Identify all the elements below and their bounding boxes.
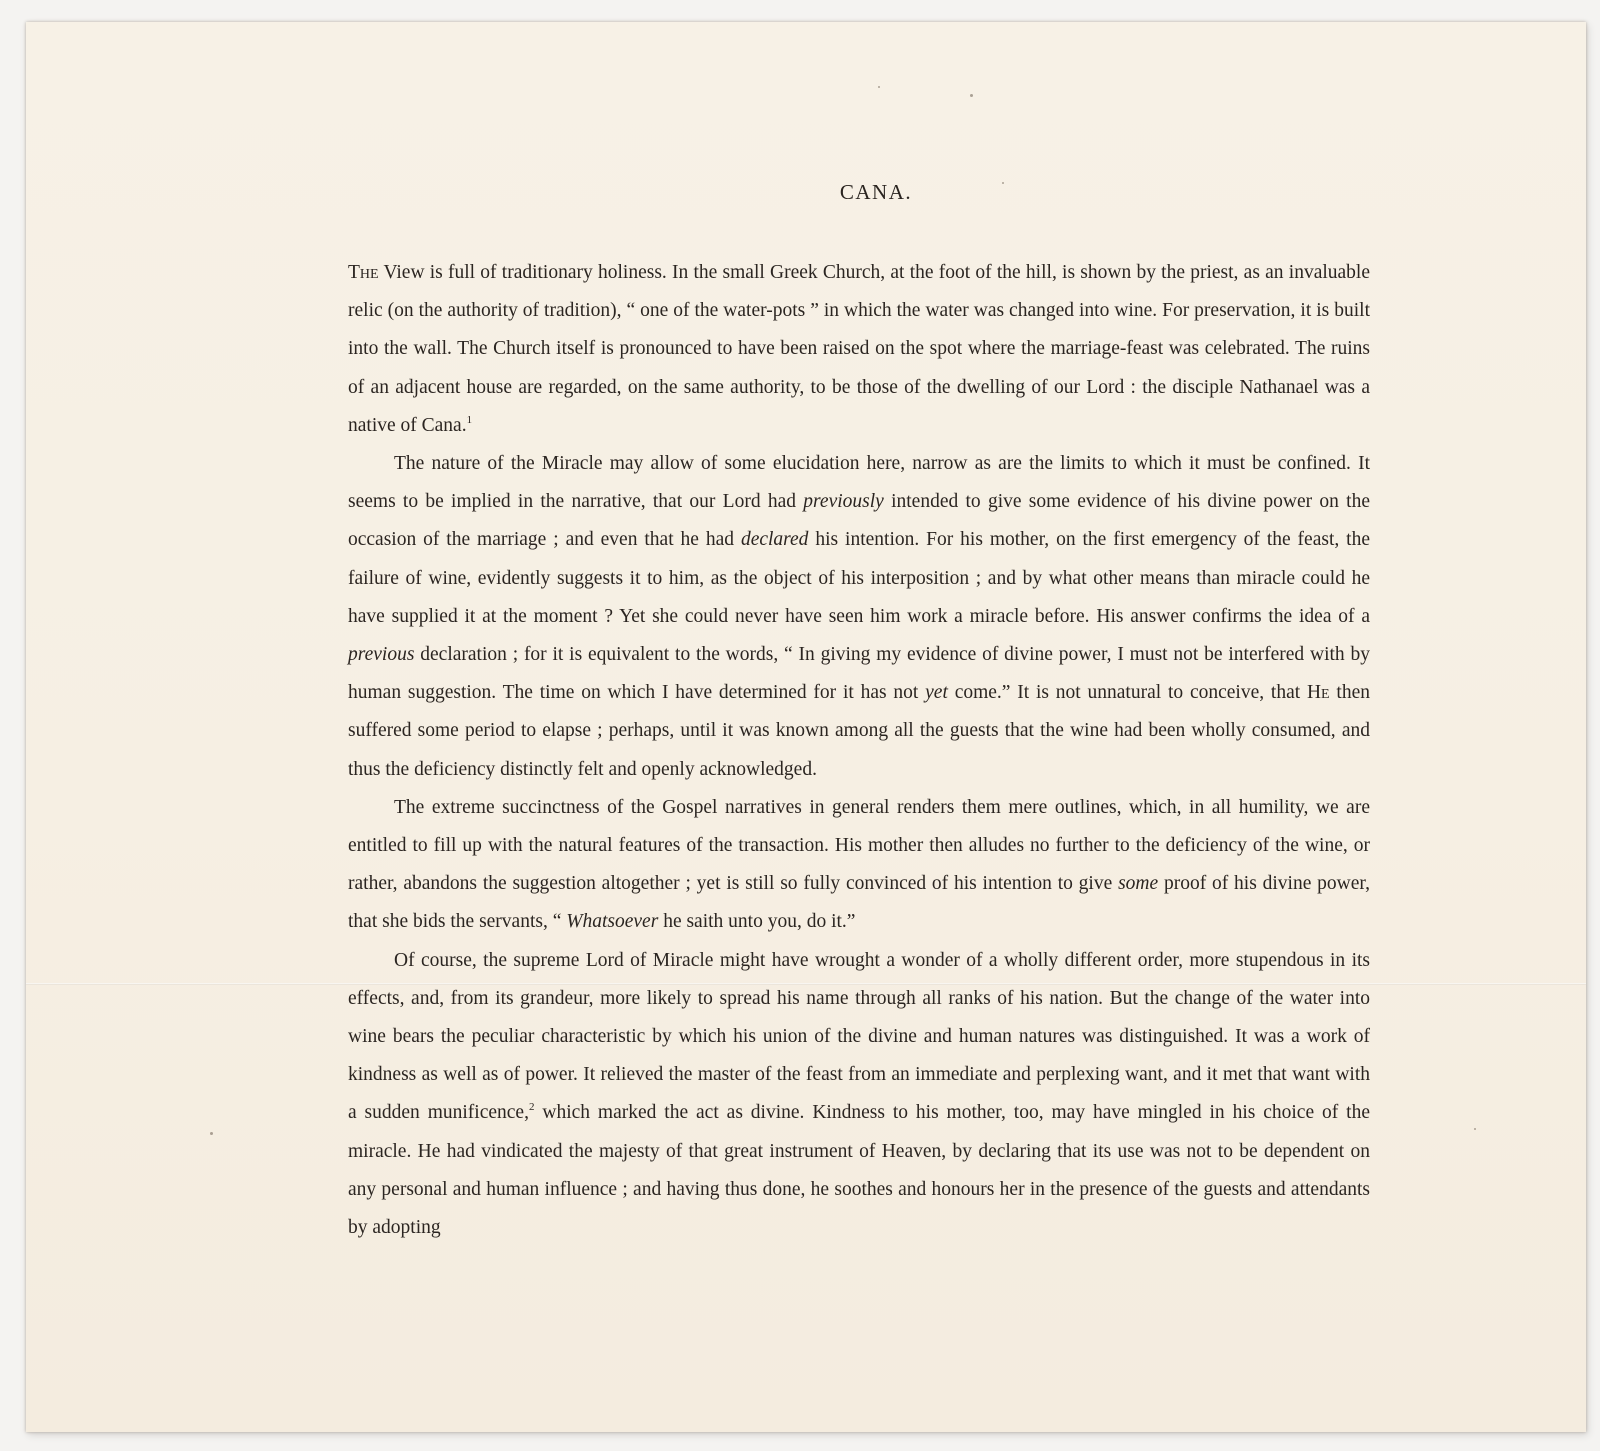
paper-speck bbox=[1474, 1128, 1476, 1130]
emphasis-text: Whatsoever bbox=[566, 911, 659, 933]
book-page bbox=[26, 22, 1586, 1432]
lead-word: The bbox=[348, 262, 379, 283]
paragraph-text: intended to give some evidence of his divine power on the occasion of the marriage ; and even that he had bbox=[348, 491, 1370, 551]
paragraph-4 bbox=[348, 942, 1370, 1248]
paragraph-3 bbox=[348, 789, 1370, 942]
paragraph-text: which marked the act as divine. Kindness to his mother, too, may have mingled in his choice of the miracle. He had vindicated the majesty of that great instrument of Heaven, by declaring that its use was not to be dependent on any personal and human influence ; and having thus done, he soothes and honours her in the presence of the guests and attendants by adopting bbox=[348, 1102, 1370, 1239]
page-title: CANA. bbox=[839, 180, 913, 204]
paragraph-text: View is full of traditionary holiness. In the small Greek Church, at the foot of the hill, is shown by the priest, as an invaluable relic (on the authority of tradition), “ one of the water-pots ” in which the water was changed into wine. For preservation, it is built into the wall. The Church itself is pronounced to have been raised on the spot where the marriage-feast was celebrated. The ruins of an adjacent house are regarded, on the same authority, to be those of the dwelling of our Lord : the disciple Nathanael was a native of Cana. bbox=[348, 262, 1370, 436]
paragraph-text: Of course, the supreme Lord of Miracle might have wrought a wonder of a wholly different order, more stupendous in its effects, and, from its grandeur, more likely to spread his name through all ranks of his nation. But the change of the water into wine bears the peculiar characteristic by which his union of the divine and human natures was distinguished. It was a work of kindness as well as of power. It relieved the master of the feast from an immediate and perplexing want, and it met that want with a sudden munificence, bbox=[348, 949, 1370, 1124]
footnote-marker: 2 bbox=[528, 1101, 535, 1114]
page-body bbox=[348, 254, 1370, 1247]
paragraph-2 bbox=[348, 445, 1370, 789]
paper-speck bbox=[970, 94, 973, 97]
paragraph-text: proof of his divine power, that she bids the servants, “ bbox=[348, 873, 1370, 933]
emphasis-text: declared bbox=[740, 529, 809, 551]
emphasis-text: some bbox=[1118, 873, 1159, 895]
paragraph-text: come.” It is not unnatural to conceive, that bbox=[947, 682, 1307, 704]
paragraph-text: The nature of the Miracle may allow of some elucidation here, narrow as are the limits to which it must be confined. It seems to be implied in the narrative, that our Lord had bbox=[348, 453, 1370, 513]
small-caps-text: He bbox=[1306, 682, 1330, 704]
paragraph-text: declaration ; for it is equivalent to the words, “ In giving my evidence of divine power, I must not be interfered with by human suggestion. The time on which I have determined for it has not bbox=[348, 644, 1370, 704]
paper-speck bbox=[878, 86, 880, 88]
paragraph-text: The extreme succinctness of the Gospel narratives in general renders them mere outlines, which, in all humility, we are entitled to fill up with the natural features of the transaction. His mother then alludes no further to the deficiency of the wine, or rather, abandons the suggestion altogether ; yet is still so fully convinced of his intention to give bbox=[348, 796, 1370, 895]
paragraph-text: he saith unto you, do it.” bbox=[658, 911, 856, 933]
emphasis-text: previously bbox=[803, 491, 884, 513]
emphasis-text: previous bbox=[348, 644, 415, 666]
emphasis-text: yet bbox=[925, 682, 948, 704]
paragraph-1 bbox=[348, 254, 1370, 445]
footnote-marker: 1 bbox=[466, 413, 473, 426]
paper-speck bbox=[210, 1132, 213, 1135]
paragraph-text: his intention. For his mother, on the first emergency of the feast, the failure of wine, evidently suggests it to him, as the object of his interposition ; and by what other means than miracle could he have supplied it at the moment ? Yet she could never have seen him work a miracle before. His answer confirms the idea of a bbox=[348, 529, 1370, 627]
paragraph-text: then suffered some period to elapse ; perhaps, until it was known among all the guests that the wine had been wholly consumed, and thus the deficiency distinctly felt and openly acknowledged. bbox=[348, 682, 1370, 780]
